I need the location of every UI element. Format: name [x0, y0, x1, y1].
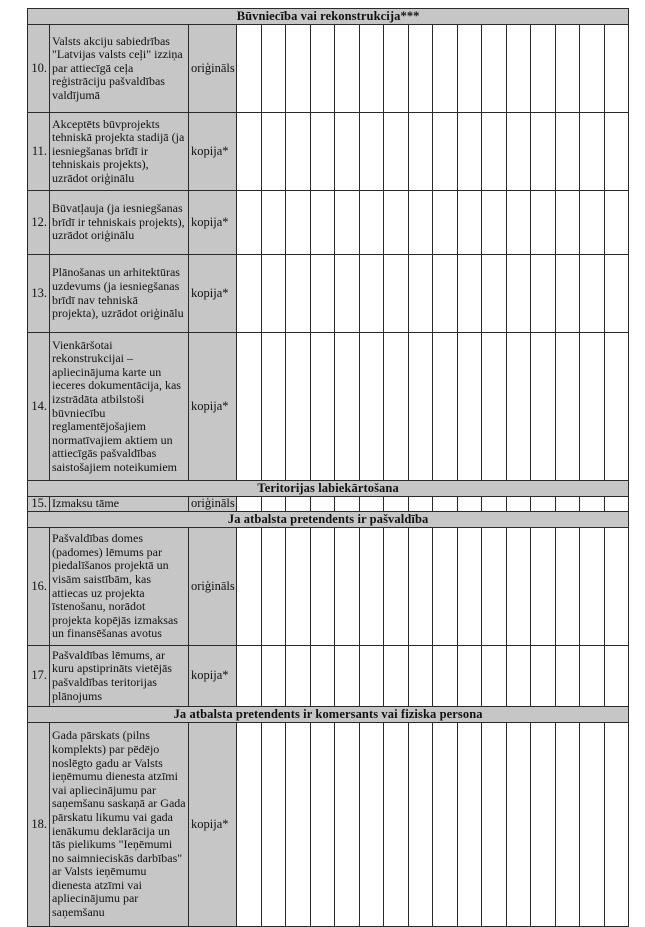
row-number: 13.: [28, 255, 50, 333]
blank-cell: [580, 497, 605, 512]
blank-cell: [262, 333, 286, 481]
blank-cell: [507, 191, 531, 255]
blank-cell: [458, 113, 482, 191]
blank-cell: [458, 528, 482, 646]
blank-cell: [433, 333, 458, 481]
blank-cell: [335, 646, 360, 707]
blank-cell: [237, 497, 262, 512]
blank-cell: [311, 191, 335, 255]
blank-cell: [384, 528, 409, 646]
row-number: 11.: [28, 113, 50, 191]
blank-cell: [556, 723, 580, 927]
row-document-type: kopija*: [189, 723, 237, 927]
blank-cell: [262, 723, 286, 927]
row-number: 17.: [28, 646, 50, 707]
blank-cell: [605, 528, 629, 646]
section-header-merchant: Ja atbalsta pretendents ir komersants vai fiziska persona: [28, 707, 629, 723]
blank-cell: [433, 528, 458, 646]
blank-cell: [311, 497, 335, 512]
blank-cell: [286, 497, 311, 512]
blank-cell: [384, 497, 409, 512]
blank-cell: [384, 113, 409, 191]
row-document-type: kopija*: [189, 113, 237, 191]
blank-cell: [433, 497, 458, 512]
blank-cell: [409, 528, 433, 646]
blank-cell: [580, 646, 605, 707]
blank-cell: [482, 646, 507, 707]
section-row: [28, 707, 629, 723]
blank-cell: [433, 191, 458, 255]
blank-cell: [531, 497, 556, 512]
blank-cell: [335, 497, 360, 512]
blank-cell: [262, 191, 286, 255]
blank-cell: [286, 528, 311, 646]
blank-cell: [360, 191, 384, 255]
blank-cell: [262, 528, 286, 646]
blank-cell: [335, 528, 360, 646]
blank-cell: [286, 255, 311, 333]
blank-cell: [605, 723, 629, 927]
blank-cell: [605, 25, 629, 113]
table-row: [28, 528, 629, 646]
blank-cell: [605, 333, 629, 481]
blank-cell: [311, 25, 335, 113]
document-page: [27, 8, 627, 927]
blank-cell: [335, 191, 360, 255]
blank-cell: [360, 723, 384, 927]
documents-table: [27, 8, 629, 927]
blank-cell: [384, 255, 409, 333]
blank-cell: [262, 255, 286, 333]
table-row: [28, 723, 629, 927]
row-document-type: kopija*: [189, 646, 237, 707]
blank-cell: [360, 333, 384, 481]
blank-cell: [384, 333, 409, 481]
blank-cell: [458, 333, 482, 481]
row-document-type: oriģināls: [189, 528, 237, 646]
blank-cell: [237, 25, 262, 113]
row-number: 18.: [28, 723, 50, 927]
blank-cell: [360, 255, 384, 333]
row-document-type: oriģināls: [189, 25, 237, 113]
section-row: [28, 9, 629, 25]
blank-cell: [237, 113, 262, 191]
table-row: [28, 191, 629, 255]
blank-cell: [433, 255, 458, 333]
blank-cell: [237, 646, 262, 707]
blank-cell: [433, 113, 458, 191]
blank-cell: [409, 333, 433, 481]
blank-cell: [335, 25, 360, 113]
blank-cell: [433, 723, 458, 927]
row-number: 14.: [28, 333, 50, 481]
blank-cell: [262, 497, 286, 512]
row-description: Akceptēts būvprojekts tehniskā projekta stadijā (ja iesniegšanas brīdī ir tehniskais projekts), uzrādot oriģinālu: [50, 113, 189, 191]
section-header-construction: Būvniecība vai rekonstrukcija***: [28, 9, 629, 25]
blank-cell: [507, 528, 531, 646]
row-document-type: kopija*: [189, 255, 237, 333]
table-row: [28, 25, 629, 113]
blank-cell: [458, 255, 482, 333]
row-number: 15.: [28, 497, 50, 512]
blank-cell: [580, 528, 605, 646]
blank-cell: [507, 646, 531, 707]
blank-cell: [531, 646, 556, 707]
blank-cell: [286, 333, 311, 481]
blank-cell: [237, 528, 262, 646]
blank-cell: [433, 646, 458, 707]
blank-cell: [458, 25, 482, 113]
blank-cell: [262, 25, 286, 113]
blank-cell: [556, 646, 580, 707]
blank-cell: [409, 723, 433, 927]
blank-cell: [335, 113, 360, 191]
blank-cell: [311, 333, 335, 481]
blank-cell: [262, 113, 286, 191]
blank-cell: [507, 497, 531, 512]
blank-cell: [580, 25, 605, 113]
blank-cell: [580, 113, 605, 191]
blank-cell: [605, 191, 629, 255]
blank-cell: [433, 25, 458, 113]
blank-cell: [311, 646, 335, 707]
row-number: 10.: [28, 25, 50, 113]
blank-cell: [482, 528, 507, 646]
blank-cell: [458, 723, 482, 927]
blank-cell: [360, 528, 384, 646]
blank-cell: [384, 191, 409, 255]
blank-cell: [384, 646, 409, 707]
blank-cell: [458, 646, 482, 707]
blank-cell: [384, 25, 409, 113]
blank-cell: [507, 255, 531, 333]
row-document-type: kopija*: [189, 191, 237, 255]
blank-cell: [311, 723, 335, 927]
blank-cell: [409, 25, 433, 113]
row-description: Izmaksu tāme: [50, 497, 189, 512]
row-document-type: oriģināls: [189, 497, 237, 512]
blank-cell: [531, 191, 556, 255]
section-header-municipality: Ja atbalsta pretendents ir pašvaldība: [28, 512, 629, 528]
row-description: Gada pārskats (pilns komplekts) par pēdējo noslēgto gadu ar Valsts ieņēmumu dienesta atzīmi vai apliecinājumu par saņemšanu saskaņā ar Gada pārskatu likumu vai gada ienākumu deklarācija un tās pielikums "Ieņēmumi no saimnieciskās darbības" ar Valsts ieņēmumu dienesta atzīmi vai apliecinājumu par saņemšanu: [50, 723, 189, 927]
blank-cell: [580, 723, 605, 927]
blank-cell: [556, 113, 580, 191]
blank-cell: [360, 113, 384, 191]
blank-cell: [458, 191, 482, 255]
blank-cell: [237, 333, 262, 481]
blank-cell: [507, 113, 531, 191]
blank-cell: [605, 113, 629, 191]
blank-cell: [556, 191, 580, 255]
blank-cell: [556, 255, 580, 333]
blank-cell: [409, 646, 433, 707]
row-description: Valsts akciju sabiedrības "Latvijas valsts ceļi" izziņa par attiecīgā ceļa reģistrāciju pašvaldības valdījumā: [50, 25, 189, 113]
blank-cell: [286, 25, 311, 113]
row-number: 12.: [28, 191, 50, 255]
blank-cell: [237, 255, 262, 333]
table-row: [28, 497, 629, 512]
blank-cell: [237, 191, 262, 255]
table-row: [28, 113, 629, 191]
blank-cell: [311, 255, 335, 333]
table-row: [28, 646, 629, 707]
blank-cell: [580, 191, 605, 255]
table-row: [28, 333, 629, 481]
blank-cell: [335, 255, 360, 333]
blank-cell: [531, 25, 556, 113]
blank-cell: [237, 723, 262, 927]
blank-cell: [360, 646, 384, 707]
blank-cell: [580, 333, 605, 481]
blank-cell: [531, 333, 556, 481]
blank-cell: [507, 333, 531, 481]
blank-cell: [531, 113, 556, 191]
table-row: [28, 255, 629, 333]
blank-cell: [605, 255, 629, 333]
row-number: 16.: [28, 528, 50, 646]
blank-cell: [311, 528, 335, 646]
row-description: Vienkāršotai rekonstrukcijai – apliecinājuma karte un ieceres dokumentācija, kas izstrādāta atbilstoši būvniecību reglamentējošajiem normatīvajiem aktiem un attiecīgās pašvaldības saistošajiem noteikumiem: [50, 333, 189, 481]
blank-cell: [482, 255, 507, 333]
blank-cell: [286, 113, 311, 191]
blank-cell: [556, 497, 580, 512]
blank-cell: [556, 528, 580, 646]
blank-cell: [482, 191, 507, 255]
blank-cell: [409, 191, 433, 255]
blank-cell: [384, 723, 409, 927]
row-description: Pašvaldības lēmums, ar kuru apstiprināts vietējās pašvaldības teritorijas plānojums: [50, 646, 189, 707]
blank-cell: [482, 723, 507, 927]
blank-cell: [507, 25, 531, 113]
blank-cell: [409, 497, 433, 512]
row-description: Plānošanas un arhitektūras uzdevums (ja iesniegšanas brīdī nav tehniskā projekta), uzrādot oriģinālu: [50, 255, 189, 333]
blank-cell: [360, 25, 384, 113]
blank-cell: [286, 723, 311, 927]
blank-cell: [482, 333, 507, 481]
blank-cell: [531, 528, 556, 646]
blank-cell: [409, 255, 433, 333]
blank-cell: [531, 723, 556, 927]
blank-cell: [482, 497, 507, 512]
blank-cell: [580, 255, 605, 333]
blank-cell: [360, 497, 384, 512]
blank-cell: [605, 646, 629, 707]
row-document-type: kopija*: [189, 333, 237, 481]
blank-cell: [286, 646, 311, 707]
section-header-territory: Teritorijas labiekārtošana: [28, 481, 629, 497]
section-row: [28, 512, 629, 528]
blank-cell: [335, 333, 360, 481]
row-description: Pašvaldības domes (padomes) lēmums par piedalīšanos projektā un visām saistībām, kas attiecas uz projekta īstenošanu, norādot projekta kopējās izmaksas un finansēšanas avotus: [50, 528, 189, 646]
blank-cell: [482, 113, 507, 191]
blank-cell: [311, 113, 335, 191]
blank-cell: [262, 646, 286, 707]
blank-cell: [286, 191, 311, 255]
blank-cell: [458, 497, 482, 512]
blank-cell: [556, 25, 580, 113]
blank-cell: [556, 333, 580, 481]
row-description: Būvatļauja (ja iesniegšanas brīdī ir tehniskais projekts), uzrādot oriģinālu: [50, 191, 189, 255]
section-row: [28, 481, 629, 497]
blank-cell: [605, 497, 629, 512]
blank-cell: [409, 113, 433, 191]
blank-cell: [482, 25, 507, 113]
blank-cell: [335, 723, 360, 927]
blank-cell: [531, 255, 556, 333]
blank-cell: [507, 723, 531, 927]
